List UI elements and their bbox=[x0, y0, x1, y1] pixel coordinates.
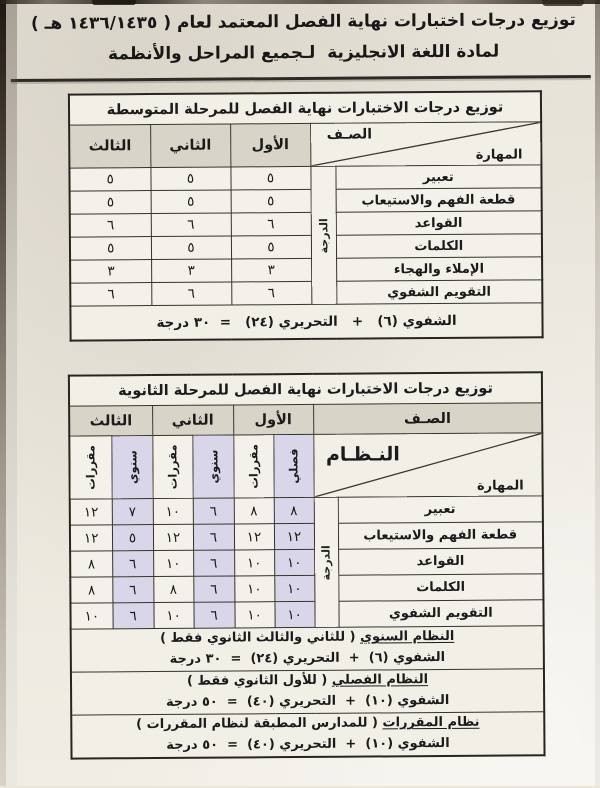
secondary-stage-table bbox=[68, 371, 546, 759]
score-cell: ٨ bbox=[153, 576, 193, 602]
score-cell: ١٠ bbox=[153, 602, 193, 628]
score-cell: ٦ bbox=[70, 283, 151, 307]
score-cell: ٥ bbox=[230, 166, 310, 190]
score-cell: ١٠ bbox=[274, 575, 314, 601]
score-cell: ٥ bbox=[151, 190, 231, 214]
mid-col-header-first: الأول bbox=[230, 123, 310, 167]
middle-table-title: توزيع درجات الاختبارات نهاية الفصل للمرحلة المتوسطة bbox=[69, 91, 541, 125]
score-cell: ١٠ bbox=[274, 601, 314, 627]
skill-cell: تعبير bbox=[335, 165, 541, 189]
score-cell: ٨ bbox=[70, 551, 112, 577]
system-col-courses bbox=[152, 435, 192, 498]
score-cell: ٦ bbox=[193, 576, 234, 602]
score-cell: ٨ bbox=[234, 498, 274, 524]
vertical-system-label: مقررات bbox=[165, 444, 180, 490]
note-formula: الشفوي (١٠) + التحريري (٤٠) = ٥٠ درجة bbox=[166, 735, 450, 753]
score-cell: ١٠ bbox=[234, 602, 274, 628]
skill-corner-label: المهارة bbox=[475, 147, 523, 163]
mid-total-formula: الشفوي (٦) + التحريري (٢٤) = ٣٠ درجة bbox=[70, 303, 542, 341]
skill-cell: التقويم الشفوي bbox=[338, 600, 543, 627]
vertical-system-label: سنوي bbox=[124, 450, 140, 485]
table-row bbox=[70, 548, 543, 577]
sec-col-header-second: الثاني bbox=[152, 405, 233, 436]
score-cell: ١٢ bbox=[274, 523, 314, 549]
note-formula: الشفوي (١٠) + التحريري (٤٠) = ٥٠ درجة bbox=[165, 692, 450, 710]
skill-cell: التقويم الشفوي bbox=[336, 280, 542, 304]
score-cell: ٦ bbox=[231, 212, 311, 236]
table-row bbox=[70, 211, 542, 237]
score-cell: ١٠ bbox=[70, 603, 112, 629]
score-cell: ٦ bbox=[193, 524, 234, 550]
system-col-courses bbox=[69, 436, 111, 499]
score-cell: ٦ bbox=[70, 214, 151, 238]
table-row bbox=[70, 496, 543, 525]
score-cell: ٥ bbox=[112, 525, 153, 551]
table-row bbox=[70, 280, 542, 306]
mid-col-header-second: الثاني bbox=[150, 124, 230, 168]
score-cell: ١٢ bbox=[234, 524, 274, 550]
skill-cell: القواعد bbox=[338, 548, 543, 575]
note-courses-system bbox=[71, 712, 544, 759]
scan-edge-artifact-left bbox=[0, 0, 6, 786]
middle-stage-table bbox=[68, 90, 544, 341]
sec-col-header-third: الثالث bbox=[69, 406, 152, 437]
grade-vertical-cell bbox=[314, 497, 339, 627]
score-cell: ٥ bbox=[70, 237, 151, 261]
note-semester-system bbox=[71, 669, 544, 715]
scan-edge-artifact-top bbox=[0, 0, 600, 4]
note-scope: ( للثاني والثالث الثانوي فقط ) bbox=[160, 629, 356, 647]
score-cell: ١٢ bbox=[70, 499, 112, 525]
sec-col-header-first: الأول bbox=[233, 404, 313, 435]
secondary-table-title: توزيع درجات الاختبارات نهاية الفصل للمرحلة الثانوية bbox=[69, 372, 542, 406]
score-cell: ٥ bbox=[69, 168, 150, 192]
table-row bbox=[70, 257, 542, 283]
score-cell: ٦ bbox=[112, 577, 153, 603]
score-cell: ٥ bbox=[70, 191, 151, 215]
score-cell: ٦ bbox=[193, 602, 234, 628]
note-scope: ( للأول الثانوي فقط ) bbox=[186, 673, 328, 689]
note-annual-system bbox=[71, 626, 544, 672]
note-scope: ( للمدارس المطبقة لنظام المقررات ) bbox=[136, 715, 379, 733]
score-cell: ٧ bbox=[112, 499, 153, 525]
system-col-courses bbox=[233, 435, 273, 498]
score-cell: ٦ bbox=[151, 282, 231, 306]
score-cell: ٣ bbox=[151, 259, 231, 283]
system-col-annual bbox=[111, 436, 152, 499]
note-title: النظام السنوي bbox=[360, 629, 455, 645]
score-cell: ١٢ bbox=[153, 524, 193, 550]
note-title-line bbox=[74, 713, 541, 737]
class-skill-corner-cell bbox=[310, 122, 541, 167]
score-cell: ١٢ bbox=[70, 525, 112, 551]
scan-edge-artifact-right bbox=[595, 0, 600, 786]
class-header-label: الصـف bbox=[313, 403, 542, 435]
scan-smudge-left bbox=[6, 0, 17, 786]
score-cell: ٨ bbox=[70, 577, 112, 603]
vertical-system-label: مقررات bbox=[83, 445, 98, 490]
system-col-semester bbox=[273, 434, 313, 497]
score-cell: ٦ bbox=[112, 603, 153, 629]
skill-cell: قطعة الفهم والاستيعاب bbox=[338, 522, 543, 549]
document-title-line2: لمادة اللغة الانجليزية لـجميع المراحل والأنظمة bbox=[107, 41, 500, 64]
system-corner-label: النـظـام bbox=[325, 443, 400, 466]
mid-col-header-third: الثالث bbox=[69, 125, 150, 169]
title-underline bbox=[11, 75, 591, 82]
score-cell: ١٠ bbox=[274, 549, 314, 575]
score-cell: ٥ bbox=[150, 167, 230, 191]
grade-vertical-cell bbox=[310, 166, 336, 304]
note-formula: الشفوي (٦) + التحريري (٢٤) = ٣٠ درجة bbox=[169, 649, 446, 667]
system-col-annual bbox=[192, 435, 233, 498]
skill-corner-label: المهارة bbox=[476, 478, 524, 494]
score-cell: ٥ bbox=[231, 235, 311, 259]
score-cell: ٥ bbox=[151, 236, 231, 260]
score-cell: ٣ bbox=[70, 260, 151, 284]
note-title: نظام المقررات bbox=[382, 714, 480, 731]
score-cell: ٦ bbox=[193, 498, 234, 524]
score-cell: ٦ bbox=[193, 550, 234, 576]
scan-ink-blob bbox=[542, 0, 584, 6]
table-row bbox=[70, 188, 542, 214]
grade-vertical-label: الدرجة bbox=[316, 217, 331, 253]
grade-vertical-label: الدرجة bbox=[319, 544, 333, 580]
table-row bbox=[70, 600, 543, 629]
score-cell: ٦ bbox=[231, 281, 311, 305]
scan-ink-blob bbox=[92, 0, 136, 5]
document-title-line1: توزيع درجات اختبارات نهاية الفصل المعتمد لعام ( ١٤٣٦/١٤٣٥ هـ ) bbox=[30, 10, 576, 34]
score-cell: ٦ bbox=[151, 213, 231, 237]
score-cell: ٣ bbox=[231, 258, 311, 282]
skill-cell: القواعد bbox=[336, 211, 542, 235]
skill-cell: الكلمات bbox=[336, 234, 542, 258]
vertical-system-label: فصلي bbox=[286, 448, 301, 484]
score-cell: ١٠ bbox=[234, 576, 274, 602]
score-cell: ١٠ bbox=[153, 550, 193, 576]
skill-cell: تعبير bbox=[338, 496, 543, 523]
vertical-system-label: سنوي bbox=[205, 449, 221, 484]
table-row bbox=[70, 234, 542, 260]
skill-cell: الإملاء والهجاء bbox=[336, 257, 542, 281]
table-row bbox=[70, 522, 543, 551]
score-cell: ١٠ bbox=[234, 550, 274, 576]
table-row bbox=[70, 574, 543, 603]
skill-cell: قطعة الفهم والاستيعاب bbox=[336, 188, 542, 212]
score-cell: ٨ bbox=[274, 497, 314, 523]
score-cell: ٥ bbox=[231, 189, 311, 213]
class-corner-label: الصـف bbox=[326, 126, 373, 143]
system-skill-corner-cell bbox=[313, 433, 542, 498]
score-cell: ١٠ bbox=[153, 498, 193, 524]
table-row bbox=[69, 165, 541, 191]
vertical-system-label: مقررات bbox=[246, 443, 261, 489]
note-title: النظام الفصلي bbox=[331, 672, 429, 688]
skill-cell: الكلمات bbox=[338, 574, 543, 601]
document-title bbox=[23, 5, 583, 70]
score-cell: ٦ bbox=[112, 551, 153, 577]
